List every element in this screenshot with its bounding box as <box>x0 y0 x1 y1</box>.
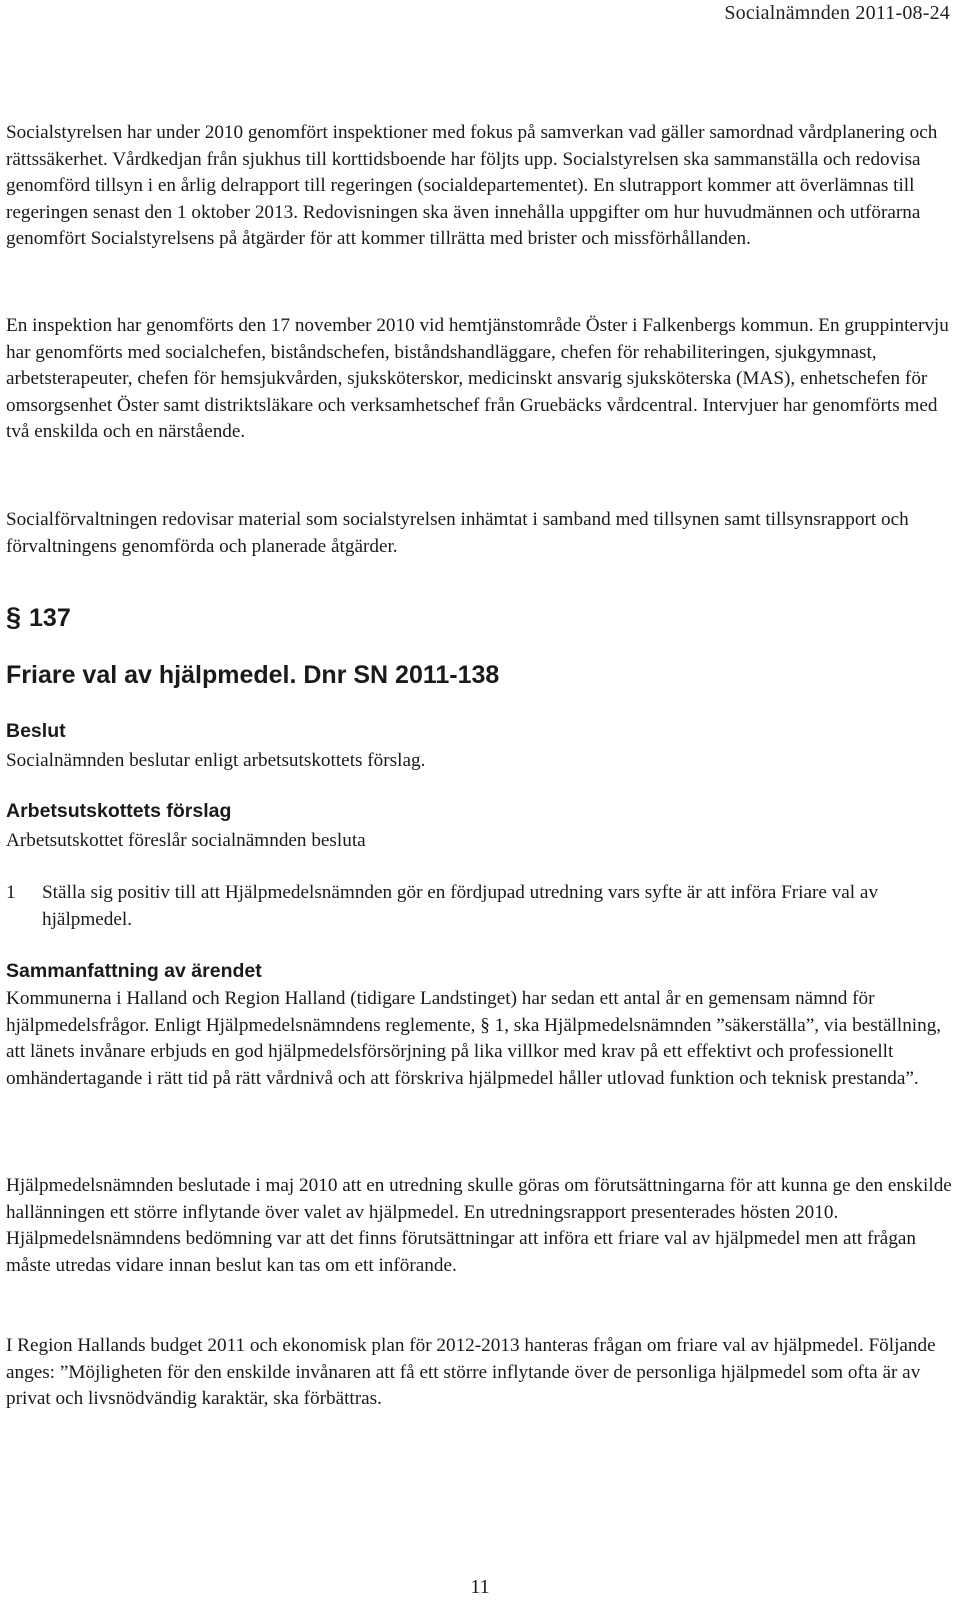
paragraph-inspection-falkenberg: En inspektion har genomförts den 17 november 2010 vid hemtjänstområde Öster i Falkenbergs kommun. En gruppintervju har genomförts med socialchefen, biståndschefen, biståndshandläggare, chefen för rehabiliteringen, sjukgymnast, arbetsterapeuter, chefen för hemsjukvården, sjuksköterskor, medicinskt ansvarig sjuksköterska (MAS), enhetschefen för omsorgsenhet Öster samt distriktsläkare och verksamhetschef från Gruebäcks vårdcentral. Intervjuer har genomförts med två enskilda och en närstående. <box>6 315 949 443</box>
page-number: 11 <box>470 1576 490 1598</box>
section-sign: § <box>6 602 22 632</box>
section-title: Friare val av hjälpmedel. Dnr SN 2011-138 <box>6 661 500 689</box>
list-item-number: 1 <box>6 882 16 903</box>
section-number-value: 137 <box>29 604 71 632</box>
paragraph-utredning: Hjälpmedelsnämnden beslutade i maj 2010 att en utredning skulle göras om förutsättningarna för att kunna ge den enskilde hallänningen ett större inflytande över valet av hjälpmedel. En utredningsrapport presenterades hösten 2010. Hjälpmedelsnämndens bedömning var att det finns förutsättningar att införa ett friare val av hjälpmedel men att frågan måste utredas vidare innan beslut kan tas om ett införande. <box>6 1175 952 1276</box>
forslag-text: Arbetsutskottet föreslår socialnämnden besluta <box>6 830 366 851</box>
paragraph-region-halland-budget: I Region Hallands budget 2011 och ekonomisk plan för 2012-2013 hanteras frågan om friare val av hjälpmedel. Följande anges: ”Möjligheten för den enskilde invånaren att få ett större inflytande över de personliga hjälpmedel som ofta är av privat och livsnödvändig karaktär, ska förbättras. <box>6 1335 936 1410</box>
heading-sammanfattning: Sammanfattning av ärendet <box>6 960 262 982</box>
heading-beslut: Beslut <box>6 720 66 742</box>
heading-forslag: Arbetsutskottets förslag <box>6 800 232 822</box>
section-number <box>6 602 71 633</box>
list-item-text: Ställa sig positiv till att Hjälpmedelsnämnden gör en fördjupad utredning vars syfte är att införa Friare val av hjälpmedel. <box>42 882 879 930</box>
paragraph-hjalpmedelsnamnd: Kommunerna i Halland och Region Halland (tidigare Landstinget) har sedan ett antal år en gemensam nämnd för hjälpmedelsfrågor. Enligt Hjälpmedelsnämndens reglemente, § 1, ska Hjälpmedelsnämnden ”säkerställa”, via beställning, att länets invånare erbjuds en god hjälpmedelsförsörjning på lika villkor med krav på ett effektivt och professionellt omhändertagande i rätt tid på rätt vårdnivå och att förskriva hjälpmedel håller utlovad funktion och teknisk prestanda”. <box>6 988 942 1089</box>
paragraph-socialforvaltningen: Socialförvaltningen redovisar material som socialstyrelsen inhämtat i samband med tillsynen samt tillsynsrapport och förvaltningens genomförda och planerade åtgärder. <box>6 509 909 557</box>
beslut-text: Socialnämnden beslutar enligt arbetsutskottets förslag. <box>6 750 426 771</box>
page-header: Socialnämnden 2011-08-24 <box>724 2 950 24</box>
list-item <box>6 880 954 933</box>
paragraph-inspection-intro: Socialstyrelsen har under 2010 genomfört inspektioner med fokus på samverkan vad gäller samordnad vårdplanering och rättssäkerhet. Vårdkedjan från sjukhus till korttidsboende har följts upp. Socialstyrelsen ska sammanställa och redovisa genomförd tillsyn i en årlig delrapport till regeringen (socialdepartementet). En slutrapport kommer att överlämnas till regeringen senast den 1 oktober 2013. Redovisningen ska även innehålla uppgifter om hur huvudmännen och utförarna genomfört Socialstyrelsens på åtgärder för att kommer tillrätta med brister och missförhållanden. <box>6 122 938 250</box>
